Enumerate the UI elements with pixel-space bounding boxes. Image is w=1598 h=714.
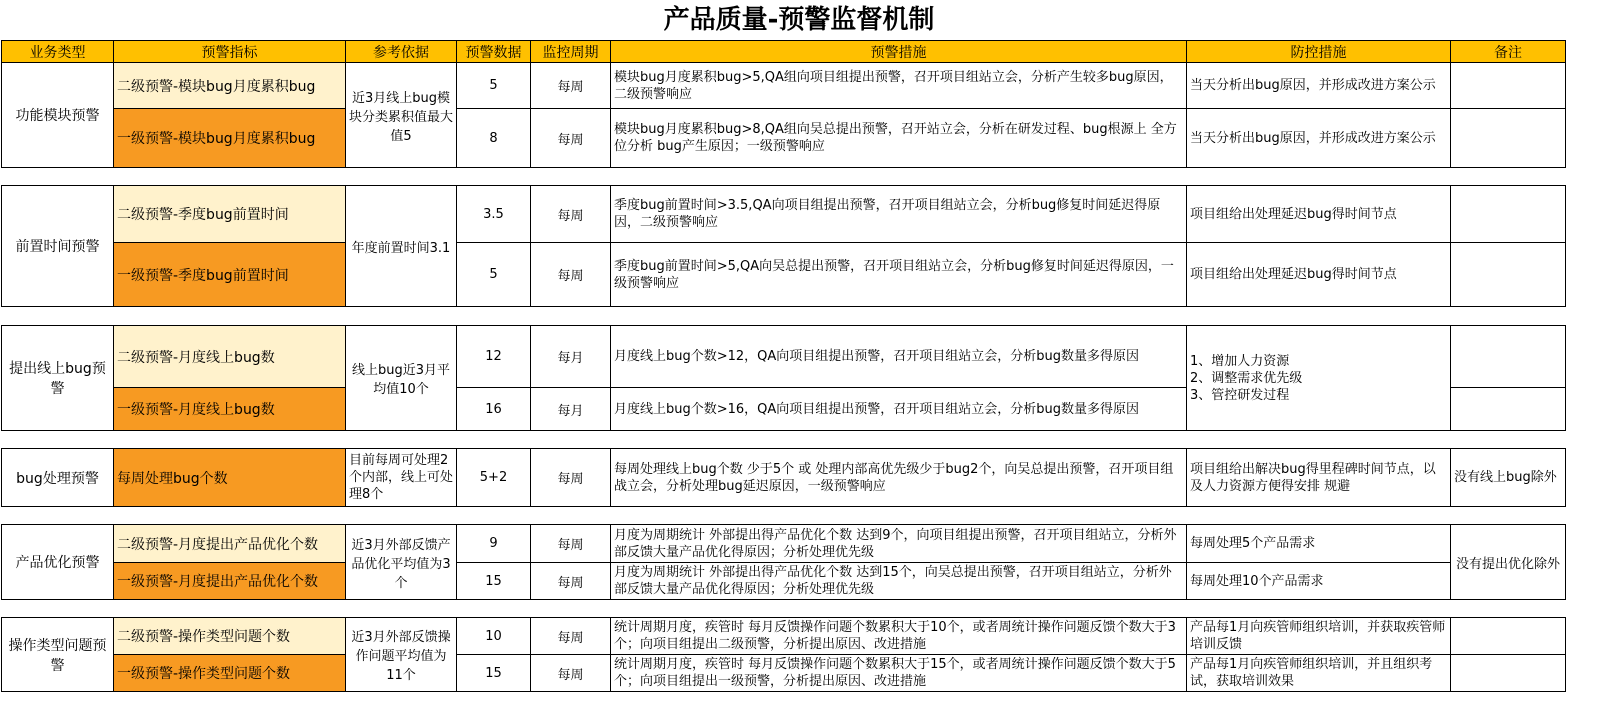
header-prevention: 防控措施	[1187, 41, 1451, 63]
indicator-cell: 每周处理bug个数	[114, 449, 346, 507]
table-row	[2, 449, 1566, 507]
table-row	[2, 186, 1566, 243]
header-row	[2, 41, 1566, 63]
indicator-cell: 二级预警-模块bug月度累积bug	[114, 63, 346, 109]
period-cell: 每周	[531, 618, 611, 655]
prevention-cell: 产品每1月向疾管师组织培训，并获取疾管师培训反馈	[1187, 618, 1451, 655]
period-cell: 每周	[531, 525, 611, 563]
prevention-cell: 产品每1月向疾管师组织培训，并且组织考试，获取培训效果	[1187, 655, 1451, 692]
period-cell: 每月	[531, 388, 611, 431]
note-cell	[1451, 655, 1566, 692]
prevention-cell: 当天分析出bug原因，并形成改进方案公示	[1187, 63, 1451, 109]
note-cell	[1451, 618, 1566, 655]
table-row	[2, 326, 1566, 388]
table-row	[2, 243, 1566, 307]
prevention-cell: 当天分析出bug原因，并形成改进方案公示	[1187, 109, 1451, 168]
indicator-cell: 一级预警-季度bug前置时间	[114, 243, 346, 307]
table-row	[2, 63, 1566, 109]
period-cell: 每周	[531, 563, 611, 600]
business-type: 前置时间预警	[2, 186, 114, 307]
spacer-row	[2, 307, 1566, 326]
table-row	[2, 109, 1566, 168]
measure-cell: 月度为周期统计 外部提出得产品优化个数 达到15个，向吴总提出预警，召开项目组站立，分析外部反馈大量产品优化得原因；分析处理优先级	[611, 563, 1187, 600]
business-type: 功能模块预警	[2, 63, 114, 168]
indicator-cell: 二级预警-月度提出产品优化个数	[114, 525, 346, 563]
indicator-cell: 一级预警-月度提出产品优化个数	[114, 563, 346, 600]
reference-cell: 目前每周可处理2个内部，线上可处理8个	[346, 449, 457, 507]
prevention-cell: 项目组给出处理延迟bug得时间节点	[1187, 243, 1451, 307]
note-cell	[1451, 388, 1566, 431]
measure-cell: 统计周期月度，疾管时 每月反馈操作问题个数累积大于10个，或者周统计操作问题反馈个数大于3个；向项目组提出二级预警，分析提出原因、改进措施	[611, 618, 1187, 655]
period-cell: 每周	[531, 63, 611, 109]
period-cell: 每月	[531, 326, 611, 388]
measure-cell: 模块bug月度累积bug>8,QA组向吴总提出预警，召开站立会，分析在研发过程、bug根源上 全方位分析 bug产生原因；一级预警响应	[611, 109, 1187, 168]
header-measure: 预警措施	[611, 41, 1187, 63]
header-indicator: 预警指标	[114, 41, 346, 63]
data-cell: 9	[457, 525, 531, 563]
table-row	[2, 563, 1566, 600]
prevention-cell: 1、增加人力资源 2、调整需求优先级 3、管控研发过程	[1187, 326, 1451, 431]
measure-cell: 模块bug月度累积bug>5,QA组向项目组提出预警，召开项目组站立会，分析产生较多bug原因，二级预警响应	[611, 63, 1187, 109]
period-cell: 每周	[531, 109, 611, 168]
note-cell	[1451, 186, 1566, 243]
measure-cell: 统计周期月度，疾管时 每月反馈操作问题个数累积大于15个，或者周统计操作问题反馈个数大于5个；向项目组提出一级预警，分析提出原因、改进措施	[611, 655, 1187, 692]
spacer-row	[2, 431, 1566, 449]
measure-cell: 季度bug前置时间>5,QA向吴总提出预警，召开项目组站立会，分析bug修复时间延迟得原因，一级预警响应	[611, 243, 1187, 307]
indicator-cell: 二级预警-季度bug前置时间	[114, 186, 346, 243]
data-cell: 15	[457, 655, 531, 692]
period-cell: 每周	[531, 655, 611, 692]
table-row	[2, 618, 1566, 655]
period-cell: 每周	[531, 449, 611, 507]
prevention-cell: 每周处理10个产品需求	[1187, 563, 1451, 600]
header-data: 预警数据	[457, 41, 531, 63]
indicator-cell: 一级预警-模块bug月度累积bug	[114, 109, 346, 168]
reference-cell: 近3月外部反馈操作问题平均值为11个	[346, 618, 457, 692]
header-business: 业务类型	[2, 41, 114, 63]
reference-cell: 近3月线上bug模块分类累积值最大值5	[346, 63, 457, 168]
data-cell: 15	[457, 563, 531, 600]
note-cell	[1451, 243, 1566, 307]
indicator-cell: 一级预警-月度线上bug数	[114, 388, 346, 431]
spacer-row	[2, 600, 1566, 618]
business-type: 产品优化预警	[2, 525, 114, 600]
spacer-row	[2, 507, 1566, 525]
business-type: 操作类型问题预警	[2, 618, 114, 692]
note-cell	[1451, 109, 1566, 168]
period-cell: 每周	[531, 243, 611, 307]
indicator-cell: 二级预警-操作类型问题个数	[114, 618, 346, 655]
data-cell: 8	[457, 109, 531, 168]
data-cell: 10	[457, 618, 531, 655]
business-type: 提出线上bug预警	[2, 326, 114, 431]
period-cell: 每周	[531, 186, 611, 243]
prevention-cell: 项目组给出处理延迟bug得时间节点	[1187, 186, 1451, 243]
reference-cell: 近3月外部反馈产品优化平均值为3个	[346, 525, 457, 600]
data-cell: 5	[457, 63, 531, 109]
table-row	[2, 655, 1566, 692]
header-note: 备注	[1451, 41, 1566, 63]
indicator-cell: 二级预警-月度线上bug数	[114, 326, 346, 388]
header-period: 监控周期	[531, 41, 611, 63]
measure-cell: 月度线上bug个数>12，QA向项目组提出预警，召开项目组站立会，分析bug数量多得原因	[611, 326, 1187, 388]
business-type: bug处理预警	[2, 449, 114, 507]
note-cell	[1451, 63, 1566, 109]
data-cell: 3.5	[457, 186, 531, 243]
measure-cell: 每周处理线上bug个数 少于5个 或 处理内部高优先级少于bug2个，向吴总提出预警，召开项目组战立会，分析处理bug延迟原因，一级预警响应	[611, 449, 1187, 507]
prevention-cell: 项目组给出解决bug得里程碑时间节点，以及人力资源方便得安排 规避	[1187, 449, 1451, 507]
header-reference: 参考依据	[346, 41, 457, 63]
data-cell: 5+2	[457, 449, 531, 507]
spacer-row	[2, 168, 1566, 186]
measure-cell: 月度线上bug个数>16，QA向项目组提出预警，召开项目组站立会，分析bug数量多得原因	[611, 388, 1187, 431]
note-cell: 没有提出优化除外	[1451, 525, 1566, 600]
note-cell	[1451, 326, 1566, 388]
measure-cell: 月度为周期统计 外部提出得产品优化个数 达到9个，向项目组提出预警，召开项目组站立，分析外部反馈大量产品优化得原因；分析处理优先级	[611, 525, 1187, 563]
data-cell: 12	[457, 326, 531, 388]
warning-table	[1, 40, 1566, 692]
reference-cell: 年度前置时间3.1	[346, 186, 457, 307]
reference-cell: 线上bug近3月平均值10个	[346, 326, 457, 431]
data-cell: 16	[457, 388, 531, 431]
note-cell: 没有线上bug除外	[1451, 449, 1566, 507]
page-title: 产品质量-预警监督机制	[663, 5, 935, 35]
indicator-cell: 一级预警-操作类型问题个数	[114, 655, 346, 692]
measure-cell: 季度bug前置时间>3.5,QA向项目组提出预警，召开项目组站立会，分析bug修复时间延迟得原因，二级预警响应	[611, 186, 1187, 243]
prevention-cell: 每周处理5个产品需求	[1187, 525, 1451, 563]
table-row	[2, 525, 1566, 563]
data-cell: 5	[457, 243, 531, 307]
